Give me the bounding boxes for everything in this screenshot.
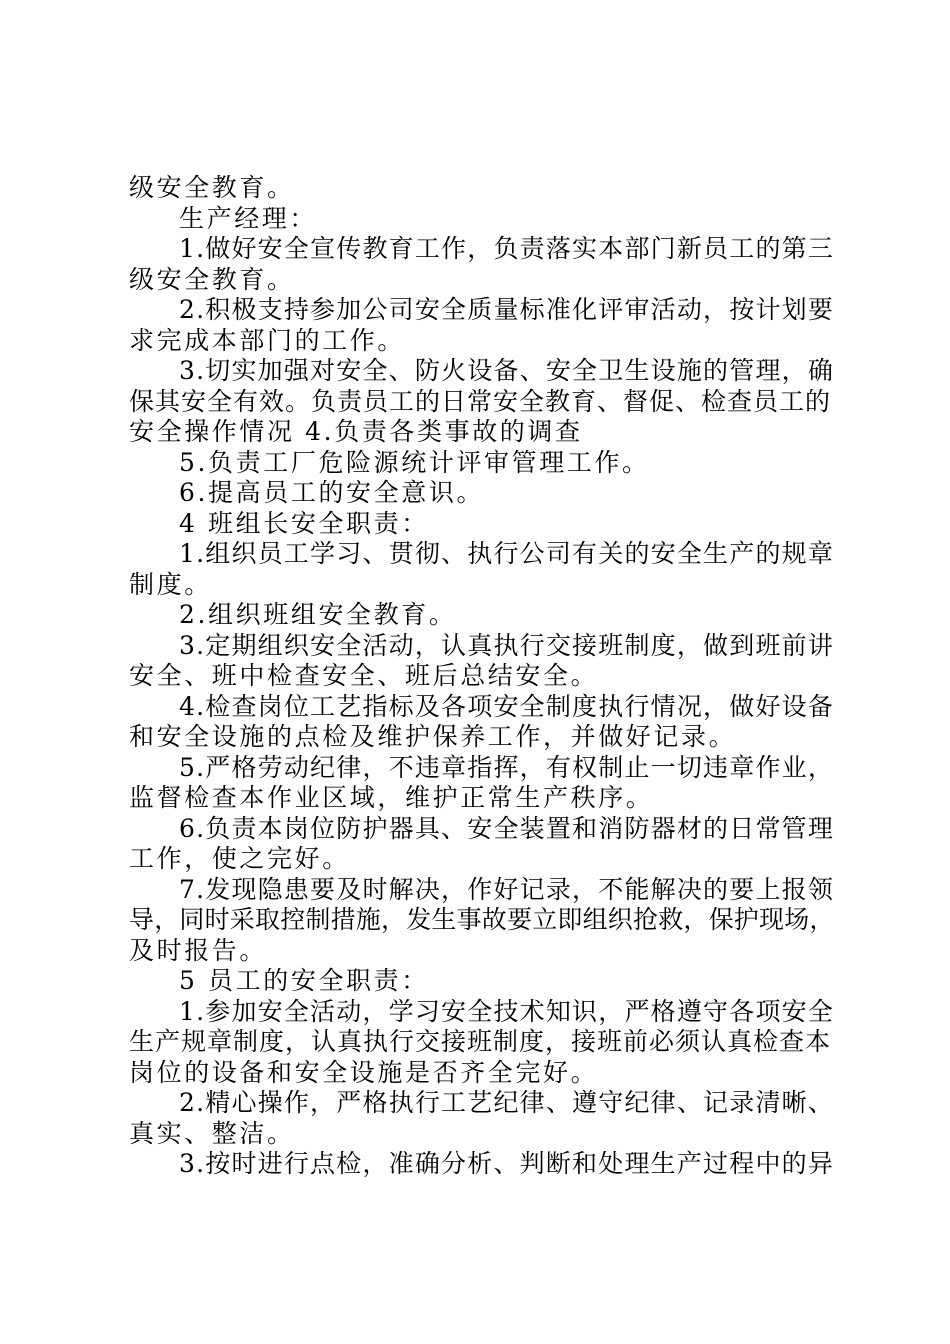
- text-line: 2.积极支持参加公司安全质量标准化评审活动，按计划要: [179, 295, 835, 324]
- text-line: 6.提高员工的安全意识。: [179, 478, 485, 507]
- text-line: 导，同时采取控制措施，发生事故要立即组织抢救，保护现场，: [129, 905, 835, 934]
- text-line: 及时报告。: [129, 935, 268, 965]
- text-line: 4.检查岗位工艺指标及各项安全制度执行情况，做好设备: [179, 691, 835, 721]
- text-line: 制度。: [129, 569, 212, 599]
- text-line: 5.负责工厂危险源统计评审管理工作。: [179, 447, 650, 477]
- text-line: 安全、班中检查安全、班后总结安全。: [129, 661, 599, 690]
- text-line: 6.负责本岗位防护器具、安全装置和消防器材的日常管理: [179, 813, 835, 843]
- section-heading-production-manager: 生产经理：: [179, 203, 318, 233]
- text-line: 1.做好安全宣传教育工作，负责落实本部门新员工的第三: [179, 234, 835, 263]
- text-line: 真实、整洁。: [129, 1118, 295, 1148]
- text-line: 2.精心操作，严格执行工艺纪律、遵守纪律、记录清晰、: [179, 1088, 835, 1117]
- text-line: 求完成本部门的工作。: [129, 325, 406, 355]
- text-line: 安全操作情况 4.负责各类事故的调查: [129, 417, 583, 446]
- text-line: 级安全教育。: [129, 264, 295, 294]
- text-line: 5.严格劳动纪律，不违章指挥，有权制止一切违章作业，: [179, 752, 835, 782]
- text-line: 和安全设施的点检及维护保养工作，并做好记录。: [129, 722, 737, 751]
- text-line: 保其安全有效。负责员工的日常安全教育、督促、检查员工的: [129, 386, 832, 416]
- text-line: 工作，使之完好。: [129, 844, 350, 873]
- text-line: 3.定期组织安全活动，认真执行交接班制度，做到班前讲: [179, 630, 835, 660]
- document-page: [129, 173, 835, 1180]
- section-heading-team-leader: 4 班组长安全职责：: [179, 508, 429, 538]
- text-line: 3.切实加强对安全、防火设备、安全卫生设施的管理，确: [179, 356, 835, 385]
- text-line: 1.参加安全活动，学习安全技术知识，严格遵守各项安全: [179, 996, 835, 1026]
- text-line: 岗位的设备和安全设施是否齐全完好。: [129, 1057, 599, 1087]
- text-line: 生产规章制度，认真执行交接班制度，接班前必须认真检查本: [129, 1027, 832, 1056]
- text-line: 级安全教育。: [129, 173, 295, 202]
- text-line: 2.组织班组安全教育。: [179, 600, 457, 629]
- text-line: 1.组织员工学习、贯彻、执行公司有关的安全生产的规章: [179, 539, 835, 568]
- text-line: 7.发现隐患要及时解决，作好记录，不能解决的要上报领: [179, 874, 835, 904]
- text-line: 监督检查本作业区域，维护正常生产秩序。: [129, 783, 654, 812]
- text-line: 3.按时进行点检，准确分析、判断和处理生产过程中的异: [179, 1149, 835, 1178]
- section-heading-employee: 5 员工的安全职责：: [179, 966, 429, 995]
